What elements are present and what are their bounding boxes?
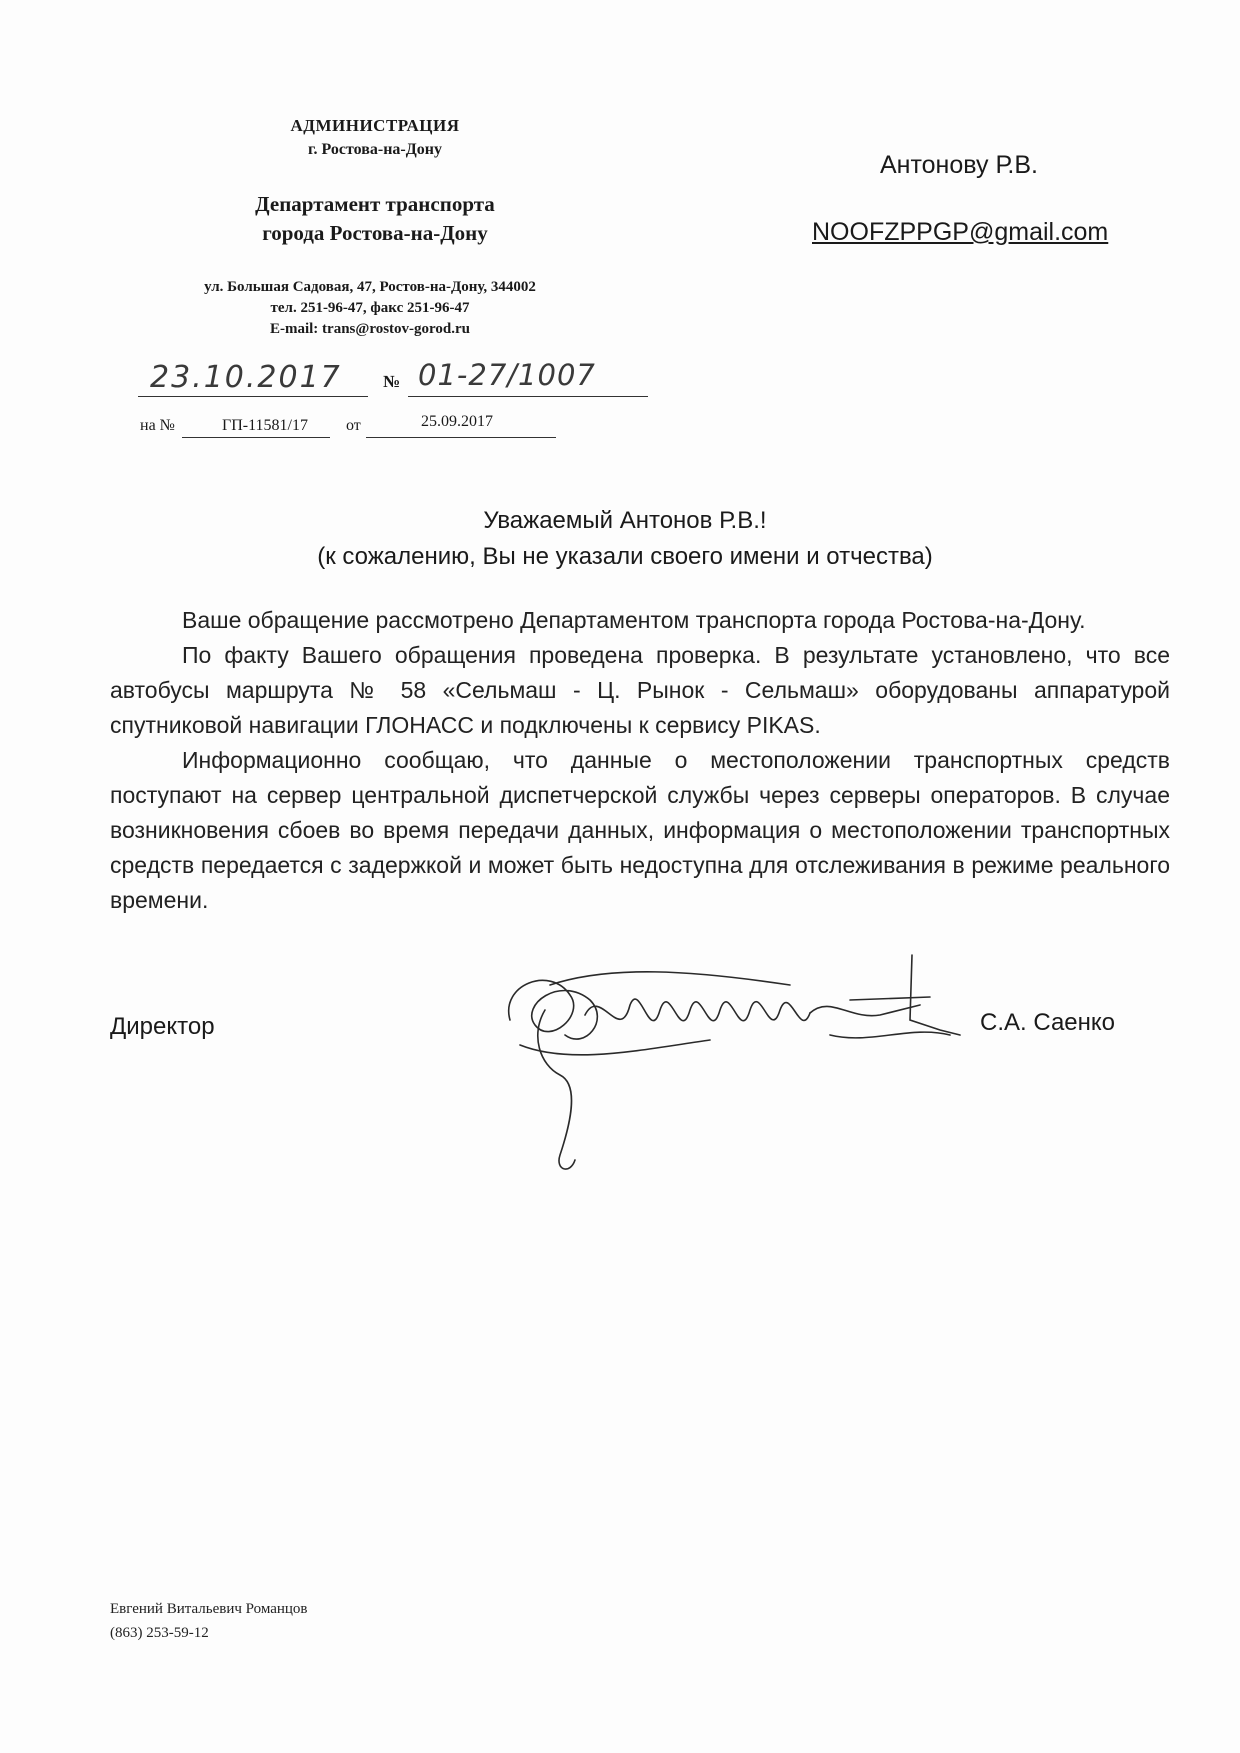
reference-date: 25.09.2017 xyxy=(421,413,493,430)
addressee-email: NOOFZPPGP@gmail.com xyxy=(812,218,1109,246)
reference-prefix: на № xyxy=(140,417,175,434)
reference-number: ГП-11581/17 xyxy=(222,417,308,434)
executor-name: Евгений Витальевич Романцов xyxy=(110,1601,308,1617)
salutation xyxy=(100,503,1150,575)
executor-info xyxy=(110,1597,308,1645)
executor-phone: (863) 253-59-12 xyxy=(110,1625,209,1641)
reference-date-underline xyxy=(366,437,556,438)
letterhead-city: г. Ростова-на-Дону xyxy=(308,141,442,158)
body-paragraph: Информационно сообщаю, что данные о местоположении транспортных средств поступают на сервер центральной диспетчерской службы через серверы операторов. В случае возникновения сбоев во время передачи данных, информация о местоположении транспортных средств передается с задержкой и может быть недоступна для отслеживания в режиме реального времени. xyxy=(110,747,1170,913)
salutation-line-2: (к сожалению, Вы не указали своего имени и отчества) xyxy=(317,543,933,570)
letterhead-email: E-mail: trans@rostov-gorod.ru xyxy=(269,321,471,337)
signatory-title: Директор xyxy=(110,1013,215,1040)
registration-line xyxy=(128,358,648,408)
signatory-name: С.А. Саенко xyxy=(980,1009,1116,1036)
reference-from-label: от xyxy=(346,417,361,434)
body-paragraph: Ваше обращение рассмотрено Департаментом транспорта города Ростова-на-Дону. xyxy=(182,607,1086,633)
letterhead-department xyxy=(150,190,600,248)
handwritten-signature xyxy=(490,925,1010,1195)
letterhead-phones: тел. 251-96-47, факс 251-96-47 xyxy=(270,300,470,316)
registration-number: 01-27/1007 xyxy=(418,358,596,392)
registration-date: 23.10.2017 xyxy=(150,360,342,395)
letterhead-contacts xyxy=(120,277,620,340)
letterhead-address: ул. Большая Садовая, 47, Ростов-на-Дону, 344002 xyxy=(204,279,536,295)
reference-number-underline xyxy=(182,437,330,438)
registration-date-underline xyxy=(138,396,368,397)
addressee-name: Антонову Р.В. xyxy=(880,151,1038,179)
salutation-line-1: Уважаемый Антонов Р.В.! xyxy=(483,507,767,534)
department-line-1: Департамент транспорта xyxy=(255,192,495,216)
department-line-2: города Ростова-на-Дону xyxy=(262,221,488,245)
registration-number-underline xyxy=(408,396,648,397)
letter-body xyxy=(110,603,1170,918)
letterhead-administration: АДМИНИСТРАЦИЯ xyxy=(290,116,460,135)
registration-number-label: № xyxy=(383,372,401,391)
body-paragraph: По факту Вашего обращения проведена проверка. В результате установлено, что все автобусы маршрута № 58 «Сельмаш - Ц. Рынок - Сельмаш» оборудованы аппаратурой спутниковой навигации ГЛОНАСС и подключены к сервису PIKAS. xyxy=(110,642,1170,738)
